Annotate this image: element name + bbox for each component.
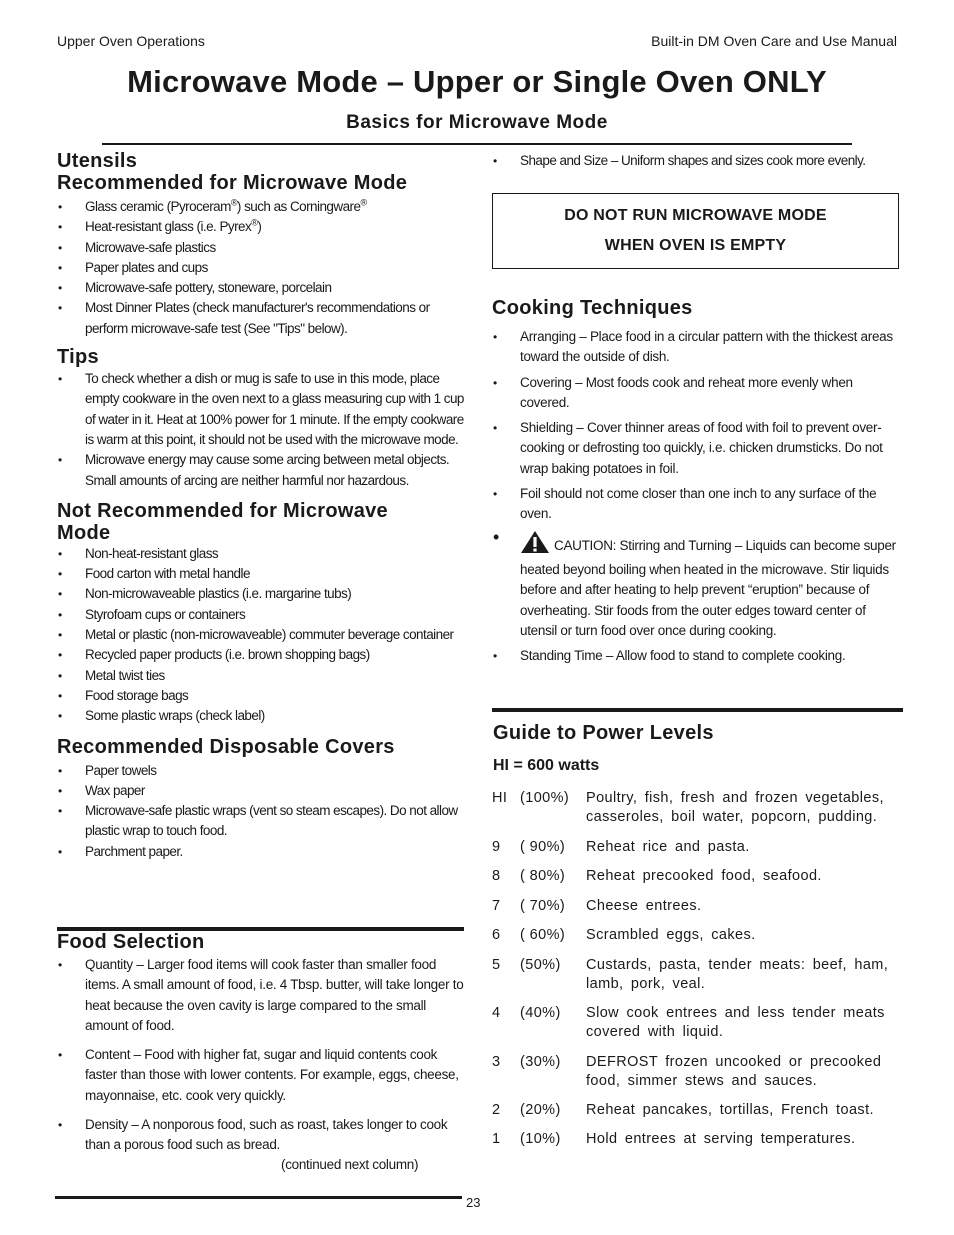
list-item: • Shape and Size – Uniform shapes and sizes cook more evenly. xyxy=(492,151,900,171)
list-item: • Quantity – Larger food items will cook faster than smaller food items. A small amount of food, i.e. 4 Tbsp. butter, will take longer to heat because the oven cavity is large compared to the small amount of food. xyxy=(57,955,465,1036)
warning-line-2: WHEN OVEN IS EMPTY xyxy=(604,237,787,254)
caution-list-item: • CAUTION: Stirring and Turning – Liquids can become super heated beyond boiling when heated in the microwave. Stir liquids before and after heating to help prevent “eruption” because of overheating. Stir foods from the outer edges toward center of utensil or turn food over once during cooking. xyxy=(492,530,900,641)
list-item: • Arranging – Place food in a circular pattern with the thickest areas toward the outside of dish. xyxy=(492,327,900,368)
list-item: • To check whether a dish or mug is safe to use in this mode, place empty cookware in the oven next to a glass measuring cup with 1 cup of water in it. Heat at 100% power for 1 minute. If the empty cookware is warm at this point, it should not be used with the microwave mode. xyxy=(57,369,465,450)
warning-line-1: DO NOT RUN MICROWAVE MODE xyxy=(564,207,827,224)
list-item: • Standing Time – Allow food to stand to complete cooking. xyxy=(492,646,900,666)
power-levels-subheading: HI = 600 watts xyxy=(493,757,600,774)
list-item: • Heat-resistant glass (i.e. Pyrex®) xyxy=(57,217,465,237)
list-item: • Food carton with metal handle xyxy=(57,564,465,584)
shape-size-list xyxy=(492,151,900,171)
list-item: • Food storage bags xyxy=(57,686,465,706)
list-item: • Some plastic wraps (check label) xyxy=(57,706,465,726)
list-item: • Microwave-safe pottery, stoneware, porcelain xyxy=(57,278,465,298)
list-item: • Paper plates and cups xyxy=(57,258,465,278)
continued-note: (continued next column) xyxy=(281,1157,419,1172)
cooking-techniques-section xyxy=(492,297,900,675)
list-item: • Wax paper xyxy=(57,781,465,801)
list-item: • Content – Food with higher fat, sugar and liquid contents cook faster than those with lower contents. For example, eggs, cheese, mayonnaise, etc. cook very quickly. xyxy=(57,1045,465,1106)
tips-list xyxy=(57,369,465,491)
list-item: • Glass ceramic (Pyroceram®) such as Corningware® xyxy=(57,197,465,217)
power-levels-heading: Guide to Power Levels xyxy=(493,722,714,744)
page-subtitle: Basics for Microwave Mode xyxy=(346,112,608,133)
food-selection-heading: Food Selection xyxy=(57,931,205,953)
list-item: • Most Dinner Plates (check manufacturer's recommendations or perform microwave-safe test (See "Tips" below). xyxy=(57,298,465,339)
list-item: • Styrofoam cups or containers xyxy=(57,605,465,625)
list-item: • Shielding – Cover thinner areas of food with foil to prevent over-cooking or defrosting too quickly, i.e. chicken drumsticks. Do not wrap baking potatoes in foil. xyxy=(492,418,900,479)
power-levels-rule xyxy=(492,708,903,712)
warning-box xyxy=(492,193,899,269)
recommended-heading: Recommended for Microwave Mode xyxy=(57,172,408,194)
utensils-heading: Utensils xyxy=(57,150,138,172)
list-item: • Covering – Most foods cook and reheat more evenly when covered. xyxy=(492,373,900,414)
list-item: • Microwave energy may cause some arcing between metal objects. Small amounts of arcing are neither harmful nor hazardous. xyxy=(57,450,465,491)
running-header-manual: Built-in DM Oven Care and Use Manual xyxy=(651,33,897,49)
cooking-techniques-heading: Cooking Techniques xyxy=(492,297,693,319)
disposable-covers-list xyxy=(57,761,465,862)
list-item: • Parchment paper. xyxy=(57,842,465,862)
tips-heading: Tips xyxy=(57,346,99,369)
page-title: Microwave Mode – Upper or Single Oven ONLY xyxy=(127,64,827,99)
recommended-list xyxy=(57,197,465,339)
running-header-section: Upper Oven Operations xyxy=(57,33,205,49)
list-item: • Paper towels xyxy=(57,761,465,781)
left-column xyxy=(57,150,465,862)
food-selection-section xyxy=(57,931,465,1165)
list-item: • Metal twist ties xyxy=(57,666,465,686)
list-item: • Microwave-safe plastics xyxy=(57,238,465,258)
not-recommended-list xyxy=(57,544,465,727)
list-item: • Microwave-safe plastic wraps (vent so steam escapes). Do not allow plastic wrap to touch food. xyxy=(57,801,465,842)
subtitle-rule xyxy=(102,143,852,145)
list-item: • Recycled paper products (i.e. brown shopping bags) xyxy=(57,645,465,665)
list-item: • Non-heat-resistant glass xyxy=(57,544,465,564)
cooking-techniques-list xyxy=(492,327,900,666)
list-item: • Metal or plastic (non-microwaveable) commuter beverage container xyxy=(57,625,465,645)
list-item: • Foil should not come closer than one inch to any surface of the oven. xyxy=(492,484,900,525)
caution-warning-icon xyxy=(520,530,550,560)
food-selection-list xyxy=(57,955,465,1156)
disposable-covers-heading: Recommended Disposable Covers xyxy=(57,735,395,758)
not-recommended-heading: Not Recommended for Microwave Mode xyxy=(57,499,388,544)
footer-rule xyxy=(55,1196,462,1199)
page-number: 23 xyxy=(466,1195,481,1210)
list-item: • Density – A nonporous food, such as roast, takes longer to cook than a porous food such as bread. xyxy=(57,1115,465,1156)
list-item: • Non-microwaveable plastics (i.e. margarine tubs) xyxy=(57,584,465,604)
